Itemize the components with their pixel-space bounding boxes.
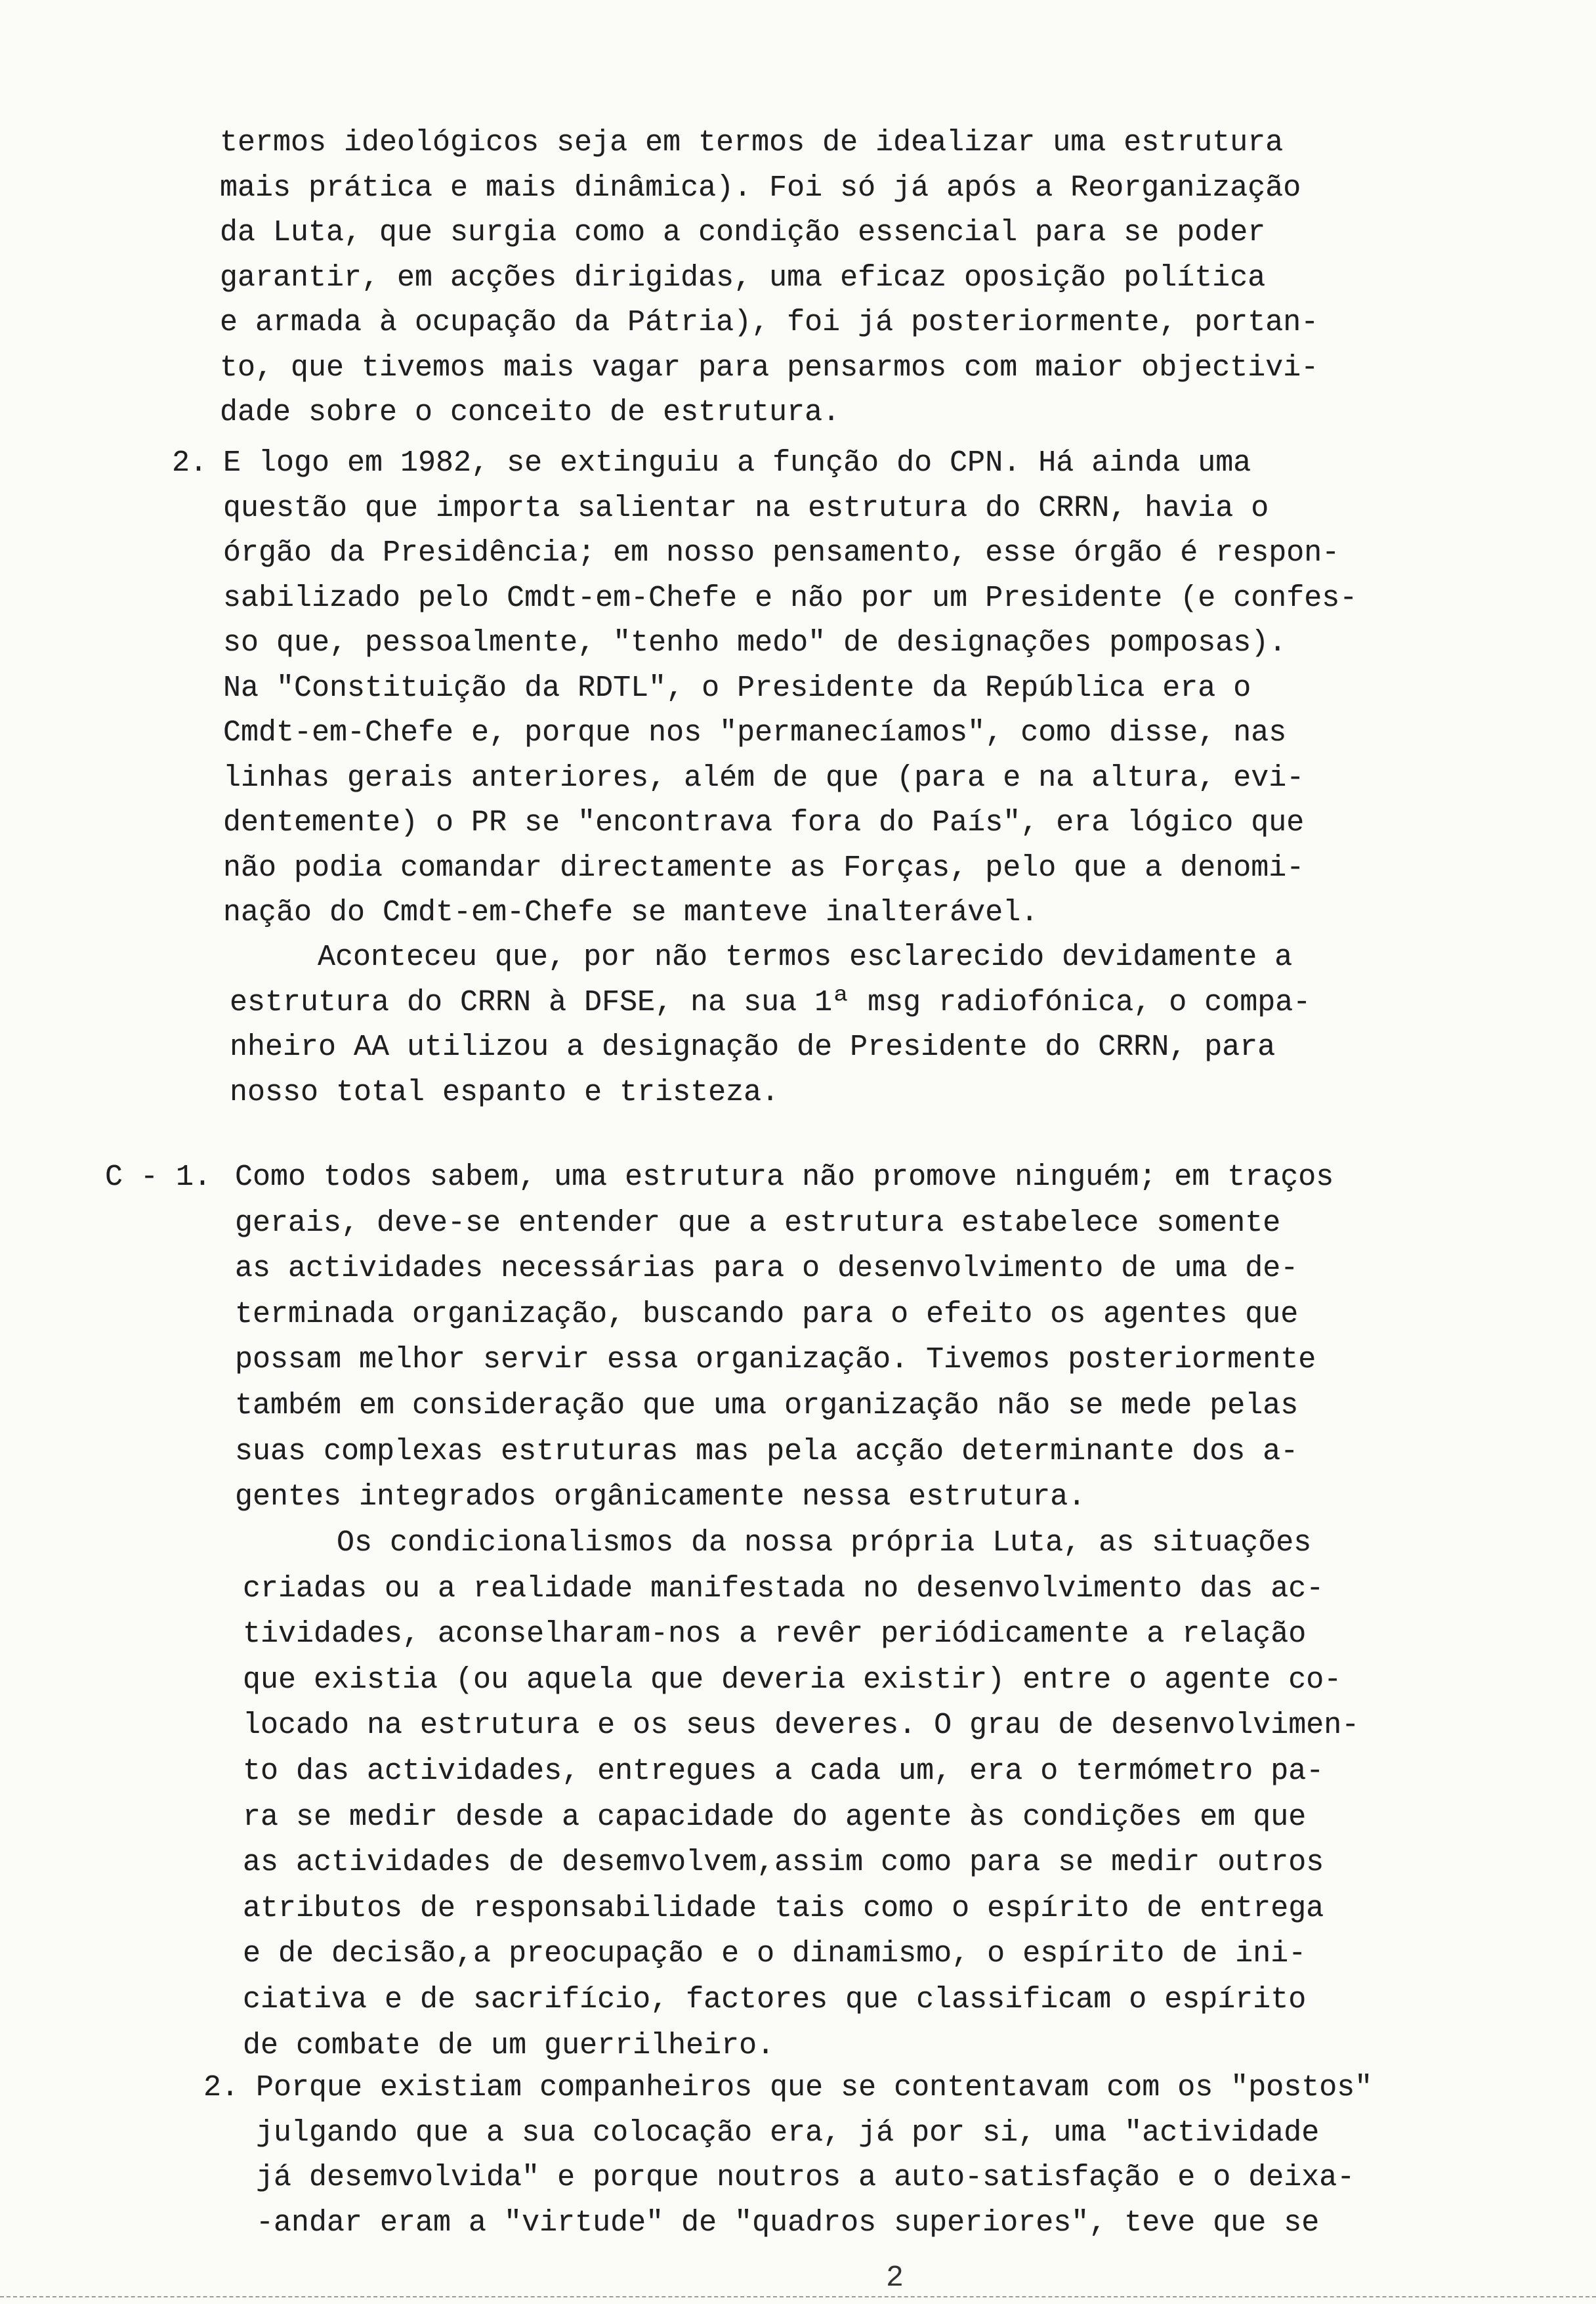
text-line: as actividades de desemvolvem,assim como para se medir outros [243,1846,1324,1880]
text-line: e de decisão,a preocupação e o dinamismo, o espírito de ini- [243,1937,1307,1971]
text-line: -andar eram a "virtude" de "quadros superiores", teve que se [256,2206,1320,2240]
paragraph-intro [220,121,1318,436]
text-line: gerais, deve-se entender que a estrutura estabelece somente [235,1206,1281,1240]
text-line: tividades, aconselharam-nos a revêr periódicamente a relação [243,1617,1307,1652]
text-line: garantir, em acções dirigidas, uma eficaz oposição política [220,261,1266,295]
text-line: ciativa e de sacrifício, factores que classificam o espírito [243,1982,1307,2016]
text-line: questão que importa salientar na estrutura do CRRN, havia o [223,491,1269,525]
text-line: dentemente) o PR se "encontrava fora do País", era lógico que [223,806,1305,840]
text-line: que existia (ou aquela que deveria existir) entre o agente co- [243,1663,1342,1697]
text-line: suas complexas estruturas mas pela acção determinante dos a- [235,1434,1299,1468]
text-line: as actividades necessárias para o desenvolvimento de uma de- [235,1252,1299,1286]
text-line: linhas gerais anteriores, além de que (para e na altura, evi- [223,761,1305,795]
text-line: nação do Cmdt-em-Chefe se manteve inalterável. [223,896,1039,929]
text-line: mais prática e mais dinâmica). Foi só já após a Reorganização [220,171,1301,205]
text-line: não podia comandar directamente as Forças, pelo que a denomi- [223,851,1305,885]
text-line: locado na estrutura e os seus deveres. O grau de desenvolvimen- [243,1709,1360,1743]
text-line: dade sobre o conceito de estrutura. [220,396,841,429]
section-label: C - 1. [105,1161,212,1194]
text-line: criadas ou a realidade manifestada no desenvolvimento das ac- [243,1571,1324,1606]
text-line: Como todos sabem, uma estrutura não promove ninguém; em traços [235,1161,1334,1194]
paragraph-c1-followup [243,1520,1359,2068]
text-line: terminada organização, buscando para o efeito os agentes que [235,1297,1299,1331]
item-number: 2. [203,2071,240,2104]
paragraph-b2-followup [230,935,1311,1115]
page-edge-line [0,2296,1596,2297]
text-line: Os condicionalismos da nossa própria Luta, as situações [337,1526,1312,1560]
text-line: já desemvolvida" e porque noutros a auto-satisfação e o deixa- [256,2161,1355,2194]
text-line: nheiro AA utilizou a designação de Presidente do CRRN, para [230,1031,1276,1064]
list-item-b2 [223,441,1357,936]
text-line: Porque existiam companheiros que se contentavam com os "postos" [256,2071,1373,2104]
text-line: órgão da Presidência; em nosso pensamento, esse órgão é respon- [223,536,1340,570]
text-line: to das actividades, entregues a cada um, era o termómetro pa- [243,1754,1324,1788]
list-item-c1 [235,1155,1334,1520]
page-number: 2 [886,2261,904,2295]
item-number: 2. [172,446,208,480]
text-line: atributos de responsabilidade tais como o espírito de entrega [243,1891,1324,1925]
list-item-c2 [256,2066,1372,2246]
text-line: sabilizado pelo Cmdt-em-Chefe e não por um Presidente (e confes- [223,581,1358,615]
text-line: nosso total espanto e tristeza. [230,1075,780,1109]
text-line: estrutura do CRRN à DFSE, na sua 1ª msg radiofónica, o compa- [230,985,1311,1019]
text-line: de combate de um guerrilheiro. [243,2028,775,2062]
text-line: ra se medir desde a capacidade do agente às condições em que [243,1800,1307,1834]
text-line: so que, pessoalmente, "tenho medo" de designações pomposas). [223,626,1287,660]
text-line: to, que tivemos mais vagar para pensarmos com maior objectivi- [220,351,1319,385]
text-line: E logo em 1982, se extinguiu a função do CPN. Há ainda uma [223,446,1251,480]
text-line: também em consideração que uma organização não se mede pelas [235,1388,1299,1422]
text-line: possam melhor servir essa organização. Tivemos posteriormente [235,1343,1316,1377]
text-line: Na "Constituição da RDTL", o Presidente da República era o [223,671,1251,705]
text-line: da Luta, que surgia como a condição essencial para se poder [220,216,1266,249]
text-line: e armada à ocupação da Pátria), foi já posteriormente, portan- [220,306,1319,339]
text-line: Aconteceu que, por não termos esclarecido devidamente a [318,941,1293,974]
text-line: termos ideológicos seja em termos de idealizar uma estrutura [220,126,1284,160]
text-line: gentes integrados orgânicamente nessa estrutura. [235,1480,1086,1514]
text-line: julgando que a sua colocação era, já por si, uma "actividade [256,2116,1320,2150]
text-line: Cmdt-em-Chefe e, porque nos "permanecíamos", como disse, nas [223,716,1287,750]
